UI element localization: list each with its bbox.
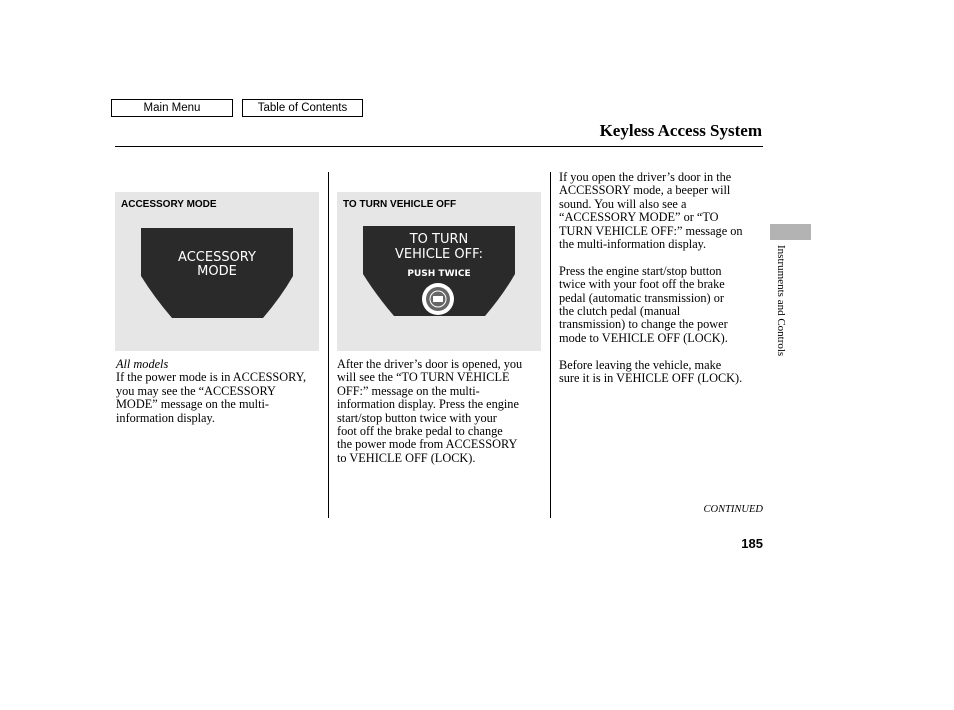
column-divider (550, 172, 551, 518)
table-of-contents-button[interactable]: Table of Contents (242, 99, 363, 117)
text-line: transmission) to change the power (559, 317, 728, 332)
text-line: start/stop button twice with your (337, 410, 497, 425)
paragraph (559, 359, 743, 386)
continued-label: CONTINUED (703, 504, 763, 515)
text-line: TURN VEHICLE OFF:” message on (559, 223, 743, 238)
vehicle-off-display-line-1: TO TURN (409, 232, 469, 247)
column-2-text (337, 358, 522, 465)
vehicle-off-display-sub: PUSH TWICE (407, 269, 471, 279)
accessory-display-line-2: MODE (197, 264, 237, 279)
text-line: information display. Press the engine (337, 397, 519, 412)
accessory-display-line-1: ACCESSORY (178, 250, 256, 265)
text-line: you may see the “ACCESSORY (116, 383, 276, 398)
text-line: If the power mode is in ACCESSORY, (116, 370, 307, 385)
paragraph (559, 171, 743, 251)
text-line: MODE” message on the multi- (116, 397, 269, 412)
main-menu-button[interactable]: Main Menu (111, 99, 233, 117)
text-line: the multi-information display. (559, 237, 707, 252)
figure-caption: ACCESSORY MODE (121, 199, 217, 210)
vehicle-off-display-line-2: VEHICLE OFF: (395, 247, 483, 262)
text-line: will see the “TO TURN VEHICLE (337, 370, 510, 385)
accessory-display-illustration (115, 192, 319, 351)
text-line: the power mode from ACCESSORY (337, 437, 518, 452)
models-note: All models (116, 357, 169, 371)
text-line: “ACCESSORY MODE” or “TO (559, 210, 719, 225)
text-line: ACCESSORY mode, a beeper will (559, 183, 731, 198)
text-line: foot off the brake pedal to change (337, 424, 503, 439)
text-line: to VEHICLE OFF (LOCK). (337, 450, 476, 465)
figure-accessory-mode (115, 192, 319, 351)
text-line: OFF:” message on the multi- (337, 383, 480, 398)
page-number: 185 (741, 536, 763, 551)
text-line: information display. (116, 410, 215, 425)
vehicle-off-display-illustration (337, 192, 541, 351)
text-line: twice with your foot off the brake (559, 277, 725, 292)
text-line: After the driver’s door is opened, you (337, 357, 523, 371)
text-line: sound. You will also see a (559, 196, 687, 211)
page-title: Keyless Access System (599, 121, 762, 140)
column-divider (328, 172, 329, 518)
paragraph (559, 265, 743, 345)
column-3-text (559, 171, 743, 399)
start-stop-button-icon (422, 283, 454, 315)
text-line: Before leaving the vehicle, make (559, 357, 722, 372)
column-1-text (116, 358, 306, 425)
figure-turn-vehicle-off (337, 192, 541, 351)
text-line: If you open the driver’s door in the (559, 170, 732, 184)
text-line: mode to VEHICLE OFF (LOCK). (559, 330, 728, 345)
text-line: Press the engine start/stop button (559, 263, 722, 278)
text-line: sure it is in VEHICLE OFF (LOCK). (559, 371, 743, 386)
header-rule (115, 146, 763, 147)
text-line: the clutch pedal (manual (559, 304, 681, 319)
figure-caption: TO TURN VEHICLE OFF (343, 199, 457, 210)
text-line: pedal (automatic transmission) or (559, 290, 724, 305)
section-label: Instruments and Controls (775, 245, 787, 357)
section-tab (770, 224, 811, 240)
